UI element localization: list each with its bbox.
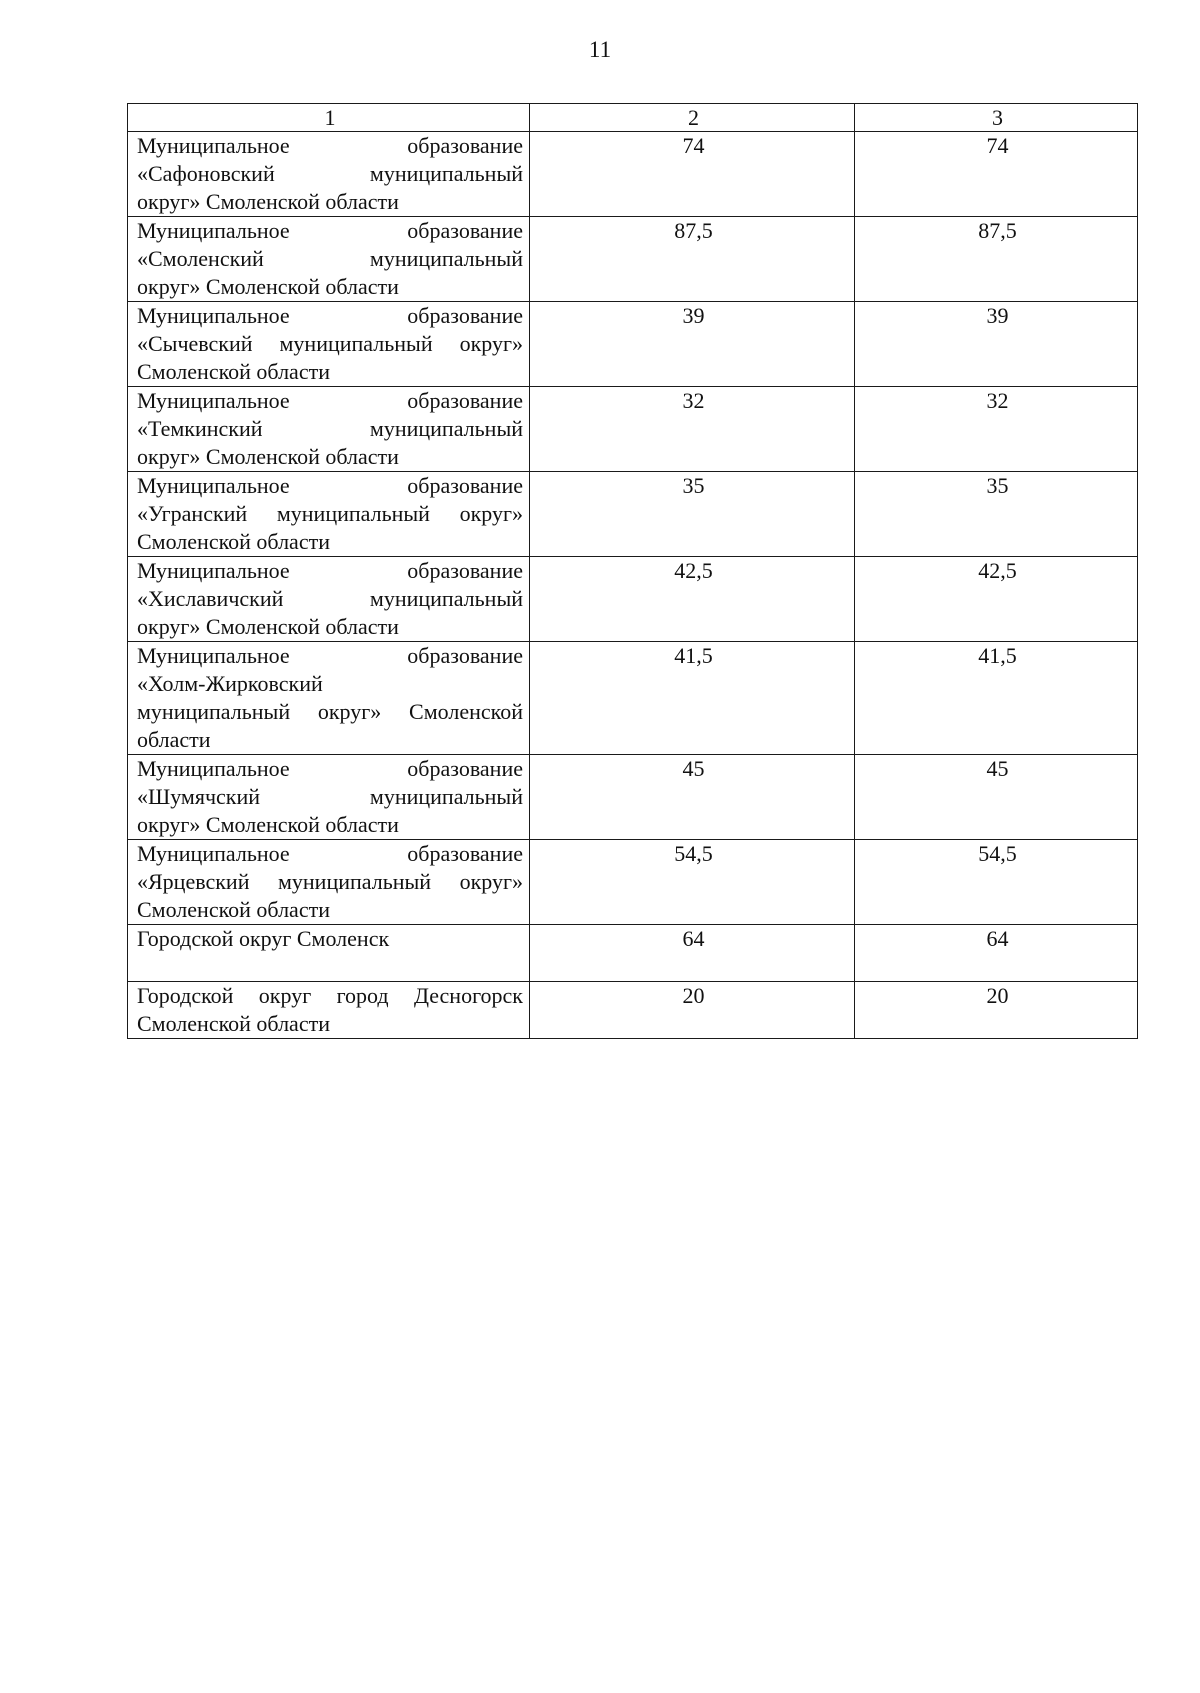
table-row bbox=[128, 642, 1138, 755]
name-line: Смоленской области bbox=[137, 359, 330, 384]
name-line: округ» Смоленской области bbox=[137, 189, 399, 214]
value-cell-col2: 20 bbox=[530, 982, 855, 1039]
name-line: «Шумячский муниципальный bbox=[137, 784, 523, 809]
name-line: Муниципальное образование bbox=[137, 756, 523, 781]
municipality-name-cell bbox=[128, 132, 530, 217]
name-line: округ» Смоленской области bbox=[137, 444, 399, 469]
name-line: Смоленской области bbox=[137, 1011, 330, 1036]
value-cell-col3: 41,5 bbox=[855, 642, 1138, 755]
name-line: Муниципальное образование bbox=[137, 303, 523, 328]
name-line: Муниципальное образование bbox=[137, 558, 523, 583]
name-line: Муниципальное образование bbox=[137, 133, 523, 158]
name-line: Муниципальное образование bbox=[137, 388, 523, 413]
name-line: Смоленской области bbox=[137, 897, 330, 922]
value-cell-col2: 32 bbox=[530, 387, 855, 472]
table-row bbox=[128, 925, 1138, 982]
value-cell-col3: 74 bbox=[855, 132, 1138, 217]
municipality-name-cell bbox=[128, 302, 530, 387]
name-line: Муниципальное образование bbox=[137, 473, 523, 498]
header-cell-2: 2 bbox=[530, 104, 855, 132]
name-line: Городской округ город Десногорск bbox=[137, 983, 523, 1008]
name-line: «Холм-Жирковский bbox=[137, 671, 323, 696]
value-cell-col3: 20 bbox=[855, 982, 1138, 1039]
name-line: Муниципальное образование bbox=[137, 218, 523, 243]
name-line: Муниципальное образование bbox=[137, 841, 523, 866]
value-cell-col3: 42,5 bbox=[855, 557, 1138, 642]
name-line: округ» Смоленской области bbox=[137, 614, 399, 639]
header-cell-1: 1 bbox=[128, 104, 530, 132]
value-cell-col2: 45 bbox=[530, 755, 855, 840]
municipality-name-cell bbox=[128, 982, 530, 1039]
name-line: округ» Смоленской области bbox=[137, 274, 399, 299]
value-cell-col3: 87,5 bbox=[855, 217, 1138, 302]
value-cell-col2: 54,5 bbox=[530, 840, 855, 925]
table-row bbox=[128, 302, 1138, 387]
name-line: области bbox=[137, 727, 211, 752]
name-line: «Ярцевский муниципальный округ» bbox=[137, 869, 523, 894]
table-row bbox=[128, 840, 1138, 925]
value-cell-col2: 41,5 bbox=[530, 642, 855, 755]
value-cell-col2: 35 bbox=[530, 472, 855, 557]
table-row bbox=[128, 755, 1138, 840]
name-line: округ» Смоленской области bbox=[137, 812, 399, 837]
value-cell-col2: 42,5 bbox=[530, 557, 855, 642]
name-line: «Смоленский муниципальный bbox=[137, 246, 523, 271]
municipality-name-cell bbox=[128, 217, 530, 302]
header-cell-3: 3 bbox=[855, 104, 1138, 132]
value-cell-col3: 54,5 bbox=[855, 840, 1138, 925]
table-row bbox=[128, 387, 1138, 472]
table-row bbox=[128, 217, 1138, 302]
table-row bbox=[128, 557, 1138, 642]
value-cell-col3: 32 bbox=[855, 387, 1138, 472]
value-cell-col2: 39 bbox=[530, 302, 855, 387]
table-header-row bbox=[128, 104, 1138, 132]
allocation-table-container bbox=[127, 103, 1137, 1039]
value-cell-col3: 45 bbox=[855, 755, 1138, 840]
municipality-name-cell bbox=[128, 840, 530, 925]
allocation-table bbox=[127, 103, 1138, 1039]
name-line: Муниципальное образование bbox=[137, 643, 523, 668]
name-line: «Сафоновский муниципальный bbox=[137, 161, 523, 186]
value-cell-col3: 64 bbox=[855, 925, 1138, 982]
table-row bbox=[128, 472, 1138, 557]
name-line: «Темкинский муниципальный bbox=[137, 416, 523, 441]
value-cell-col3: 39 bbox=[855, 302, 1138, 387]
name-line: муниципальный округ» Смоленской bbox=[137, 699, 523, 724]
municipality-name-cell bbox=[128, 557, 530, 642]
value-cell-col3: 35 bbox=[855, 472, 1138, 557]
municipality-name-cell bbox=[128, 755, 530, 840]
page-number: 11 bbox=[588, 37, 612, 62]
value-cell-col2: 64 bbox=[530, 925, 855, 982]
municipality-name-cell bbox=[128, 472, 530, 557]
table-row bbox=[128, 132, 1138, 217]
municipality-name-cell bbox=[128, 387, 530, 472]
table-row bbox=[128, 982, 1138, 1039]
name-line: Городской округ Смоленск bbox=[137, 926, 390, 951]
name-line: «Угранский муниципальный округ» bbox=[137, 501, 523, 526]
value-cell-col2: 74 bbox=[530, 132, 855, 217]
name-line: «Сычевский муниципальный округ» bbox=[137, 331, 523, 356]
municipality-name-cell bbox=[128, 642, 530, 755]
name-line: «Хиславичский муниципальный bbox=[137, 586, 523, 611]
municipality-name-cell bbox=[128, 925, 530, 982]
name-line: Смоленской области bbox=[137, 529, 330, 554]
value-cell-col2: 87,5 bbox=[530, 217, 855, 302]
